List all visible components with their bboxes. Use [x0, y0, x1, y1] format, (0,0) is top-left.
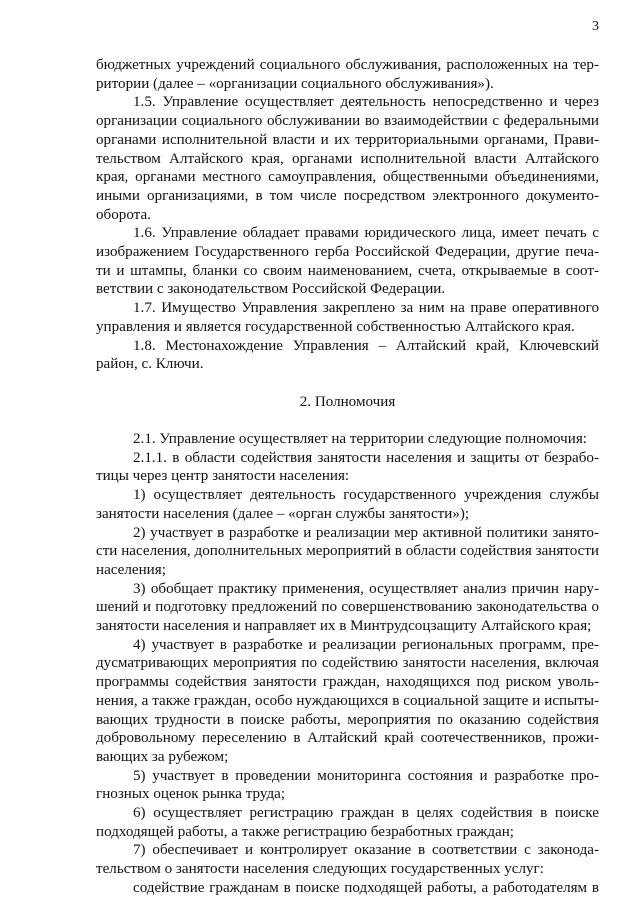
text-line: ритории (далее – «организации социального обслуживания»).: [96, 76, 494, 92]
text-line: ветствии с законодательством Российской Федерации.: [96, 281, 446, 297]
text-line: изображением Государственного герба Российской Федерации, другие печа-: [96, 244, 599, 260]
text-line: вающих трудности в поиске работы, мероприятия по оказанию содействия: [96, 712, 599, 728]
text-line: содействие гражданам в поиске подходящей работы, а работодателям в: [133, 880, 599, 896]
text-line: подходящей работы, а также регистрацию безработных граждан;: [96, 824, 514, 840]
text-line: организации социального обслуживании во взаимодействии с федеральными: [96, 113, 599, 129]
text-line: вающих за рубежом;: [96, 749, 229, 765]
text-line: 1.8. Местонахождение Управления – Алтайский край, Ключевский: [133, 338, 599, 354]
text-line: бюджетных учреждений социального обслуживания, расположенных на тер-: [96, 57, 599, 73]
text-line: 2) участвует в разработке и реализации мер активной политики занято-: [133, 525, 599, 541]
text-line: 1.5. Управление осуществляет деятельность непосредственно и через: [133, 94, 599, 110]
text-line: управления и является государственной собственностью Алтайского края.: [96, 319, 575, 335]
text-line: сти населения, дополнительных мероприятий в области содействия занятости: [96, 543, 599, 559]
text-line: 3) обобщает практику применения, осуществляет анализ причин нару-: [133, 581, 599, 597]
text-line: 7) обеспечивает и контролирует оказание в соответствии с законода-: [133, 842, 599, 858]
text-line: органами исполнительной власти и их территориальными органами, Прави-: [96, 132, 599, 148]
text-line: тельством о занятости населения следующих государственных услуг:: [96, 861, 544, 877]
text-line: дусматривающих мероприятия по содействию занятости населения, включая: [96, 655, 599, 671]
text-line: 6) осуществляет регистрацию граждан в целях содействия в поиске: [133, 805, 599, 821]
text-line: ти и штампы, бланки со своим наименованием, счета, открываемые в соот-: [96, 263, 599, 279]
text-line: занятости населения и направляет их в Минтрудсоцзащиту Алтайского края;: [96, 618, 592, 634]
text-line: 2.1. Управление осуществляет на территории следующие полномочия:: [133, 431, 587, 447]
text-line: 1.7. Имущество Управления закреплено за ним на праве оперативного: [133, 300, 599, 316]
text-line: занятости населения (далее – «орган службы занятости»);: [96, 506, 470, 522]
text-line: 1) осуществляет деятельность государственного учреждения службы: [133, 487, 599, 503]
text-line: гнозных оценок рынка труда;: [96, 786, 286, 802]
text-line: район, с. Ключи.: [96, 356, 204, 372]
text-line: 4) участвует в разработке и реализации региональных программ, пре-: [133, 637, 599, 653]
text-line: оборота.: [96, 207, 151, 223]
text-line: 1.6. Управление обладает правами юридического лица, имеет печать с: [133, 225, 599, 241]
text-line: добровольному переселению в Алтайский край соотечественников, прожи-: [96, 730, 599, 746]
text-line: края, органами местного самоуправления, общественными объединениями,: [96, 169, 599, 185]
text-line: иными организациями, в том числе посредством электронного документо-: [96, 188, 599, 204]
text-line: программы содействия занятости граждан, находящихся под риском уволь-: [96, 674, 599, 690]
page-number: 3: [592, 19, 599, 34]
text-line: населения;: [96, 562, 166, 578]
text-line: нения, а также граждан, особо нуждающихся в социальной защите и испыты-: [96, 693, 599, 709]
text-line: 5) участвует в проведении мониторинга состояния и разработке про-: [133, 768, 599, 784]
text-line: шений и подготовку предложений по совершенствованию законодательства о: [96, 599, 599, 615]
section-heading: 2. Полномочия: [299, 394, 396, 410]
text-line: тицы через центр занятости населения:: [96, 468, 350, 484]
text-line: 2.1.1. в области содействия занятости населения и защиты от безрабо-: [133, 450, 599, 466]
text-line: тельством Алтайского края, органами исполнительной власти Алтайского: [96, 151, 599, 167]
